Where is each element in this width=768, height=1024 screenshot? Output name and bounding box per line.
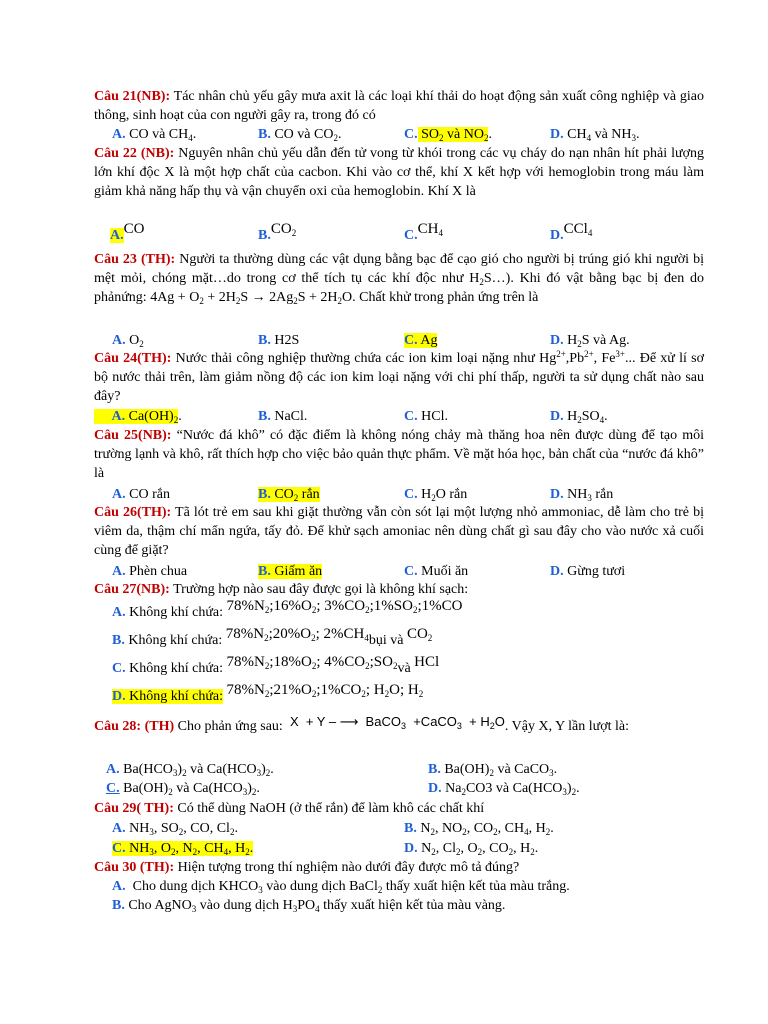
question-26: Câu 26(TH): Tã lót trẻ em sau khi giặt thường vẫn còn sót lại một lượng nhỏ ammoniac, dễ làm cho trẻ bị viêm da, thậm chí mẩn ngứa, tấy đỏ. Để khử sạch amoniac nên dùng chất gì sau đây cho vào nước xả cuối cùng để giặt?	[94, 505, 704, 558]
q29-option-d: D. $N_2$, $Cl_2$, $O_2$, $CO_2$, $H_2$.	[404, 841, 539, 857]
q29-option-a: A. $NH_3$, $SO_2$, CO, $Cl_2$.	[112, 821, 238, 837]
question-28: Câu 28: (TH) Cho phản ứng sau: X + Y – ⟶ BaCO$_3$ +CaCO$_3$ + $H_2O$. Vậy X, Y lần lượt là:	[94, 714, 630, 734]
q22-option-d: D.CCl$_4$	[550, 221, 593, 243]
q28-option-d: D. $Na_2CO3$ và $Ca(HCO_3)_2$.	[428, 781, 580, 797]
q28-option-c: C. $Ba(OH)_2$ và $Ca(HCO_3)_2$.	[106, 781, 260, 797]
q24-option-a: A. $Ca(OH)_2$.	[94, 407, 182, 426]
q27-option-b: B. Không khí chứa: $78\%N_2;20\%O_2$; $2\%CH_4bụi$ và $CO_2$	[112, 626, 433, 648]
q24-option-b: B. NaCl.	[258, 409, 308, 424]
q24-option-d: D. $H_2SO_4$.	[550, 409, 608, 425]
q21-option-d: D. $CH_4$ và $NH_3$.	[550, 127, 640, 143]
q29-option-c: C. $NH_3$, $O_2$, $N_2$, $CH_4$, $H_2$.	[112, 841, 254, 857]
q28-option-a: A. $Ba(HCO_3)_2$ và $Ca(HCO_3)_2$.	[106, 762, 274, 778]
q23-option-a: A. $O_2$	[112, 333, 144, 349]
q28-option-b: B. $Ba(OH)_2$ và CaCO$_3$.	[428, 762, 558, 778]
question-25: Câu 25(NB): “Nước đá khô” có đặc điểm là không nóng chảy mà thăng hoa nên được dùng để tạo môi trường lạnh và khô, rất thích hợp cho việc bảo quản thực phẩm. Về mặt hóa học, bản chất của “nước đá khô” là	[94, 428, 705, 481]
q25-option-a: A. CO rắn	[112, 487, 170, 502]
q30-option-a: A. Cho dung dịch $KHCO_3$ vào dung dịch BaCl$_2$ thấy xuất hiện kết tủa màu trắng.	[112, 879, 570, 895]
q27-option-a: A. Không khí chứa: $78\%N_2;16\%O_2$; $3\%CO_2;1\%SO_2;1\%CO$	[112, 598, 463, 620]
q23-option-b: B. H2S	[258, 333, 300, 348]
question-22: Câu 22 (NB): Nguyên nhân chủ yếu dẫn đến tử vong từ khói trong các vụ cháy do nạn nhân hít phải lượng lớn khí độc X là một hợp chất của cacbon. Khi vào cơ thể, khí X kết hợp với hemoglobin trong máu làm giảm khả năng hấp thụ và vận chuyển oxi của hemoglobin. Khí X là	[94, 146, 704, 199]
question-23: Câu 23 (TH): Người ta thường dùng các vật dụng bằng bạc để cạo gió cho người bị trúng gió khi người bị mệt mỏi, chóng mặt…do trong cơ thể tích tụ các khí độc như $H_2S\dots$). Khi đó vật bằng bạc bị đen do phảnứng: $4Ag + O_2 + 2H_2S \to 2Ag_2S + 2H_2O$. Chất khử trong phản ứng trên là	[94, 252, 705, 306]
q23-option-d: D. $H_2S$ và Ag.	[550, 333, 630, 349]
q22-option-b: $B.CO_2$	[258, 221, 297, 243]
question-27: Câu 27(NB): Trường hợp nào sau đây được gọi là không khí sạch:	[94, 582, 469, 597]
q26-option-d: D. Gừng tươi	[550, 564, 626, 579]
q22-option-c: $C.CH_4$	[404, 221, 443, 243]
q22-option-a: A.CO	[110, 221, 145, 243]
q23-option-c: C. Ag	[404, 333, 438, 348]
q26-option-a: A. Phèn chua	[112, 564, 188, 579]
q26-option-c: C. Muối ăn	[404, 564, 469, 579]
q27-option-c: C. Không khí chứa: $78\%N_2;18\%O_2$; $4\%CO_2;SO_2và$ HCl	[112, 654, 440, 676]
question-30: Câu 30 (TH): Hiện tượng trong thí nghiệm nào dưới đây được mô tả đúng?	[94, 860, 520, 875]
question-24: Câu 24(TH): Nước thải công nghiệp thường chứa các ion kim loại nặng như $Hg^{2+},Pb^{2+}$, $Fe^{3+}$... Để xử lí sơ bộ nước thải trên, làm giảm nồng độ các ion kim loại nặng với chi phí thấp, người ta sử dụng chất nào sau đây?	[94, 349, 705, 404]
q26-option-b: B. Giấm ăn	[258, 564, 323, 579]
q21-option-a: A. CO và $CH_4$.	[112, 127, 197, 143]
q24-option-c: C. HCl.	[404, 409, 448, 424]
q30-option-b: B. Cho AgNO$_3$ vào dung dịch $H_3PO_4$ thấy xuất hiện kết tủa màu vàng.	[112, 898, 506, 914]
q29-option-b: B. $N_2$, $NO_2$, $CO_2$, $CH_4$, $H_2$.	[404, 821, 554, 837]
question-29: Câu 29( TH): Có thể dùng NaOH (ở thể rắn) để làm khô các chất khí	[94, 801, 485, 816]
q21-option-b: B. CO và $CO_2$.	[258, 127, 342, 143]
q25-option-c: C. $H_2O$ rắn	[404, 487, 468, 503]
q25-option-d: D. $NH_3$ rắn	[550, 487, 614, 503]
question-21: Câu 21(NB): Tác nhân chủ yếu gây mưa axit là các loại khí thải do hoạt động sản xuất công nghiệp và giao thông, sinh hoạt của con người gây ra, trong đó có	[94, 89, 704, 123]
q21-option-c: C. $SO_2$ và $NO_2$.	[404, 127, 492, 143]
q27-option-d: D. Không khí chứa: $78\%N_2;21\%O_2;1\%CO_2$; $H_2O$; $H_2$	[112, 682, 424, 704]
q25-option-b: B. $CO_2$ rắn	[258, 487, 320, 503]
